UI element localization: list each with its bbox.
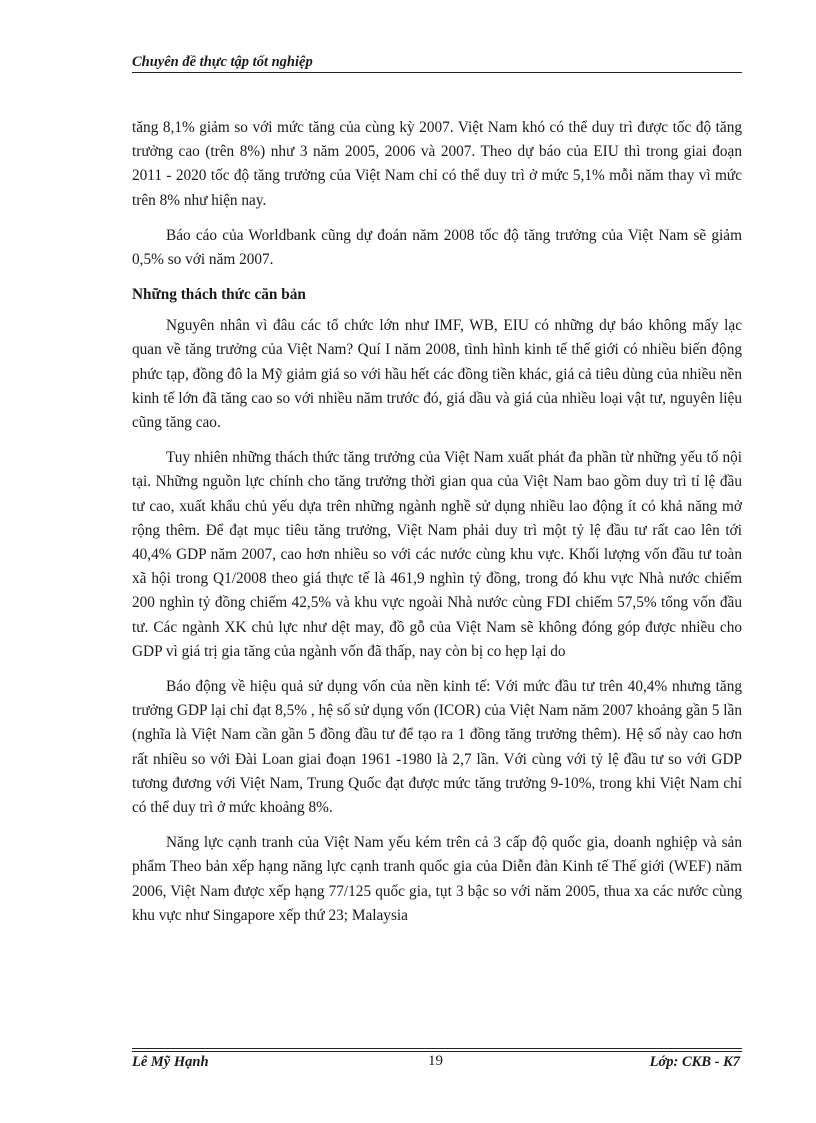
footer-rule xyxy=(132,1048,742,1049)
footer-rule-double xyxy=(132,1051,742,1052)
header-title: Chuyên đề thực tập tốt nghiệp xyxy=(132,54,313,70)
page-footer xyxy=(132,1048,742,1074)
page-header xyxy=(132,52,742,72)
paragraph: tăng 8,1% giảm so với mức tăng của cùng kỳ 2007. Việt Nam khó có thể duy trì được tốc độ tăng trưởng cao (trên 8%) như 3 năm 2005, 2006 và 2007. Theo dự báo của EIU thì trong giai đoạn 2011 - 2020 tốc độ tăng trưởng của Việt Nam chỉ có thể duy trì ở mức 5,1% mỗi năm thay vì mức trên 8% như hiện nay. xyxy=(132,119,742,209)
paragraph: Năng lực cạnh tranh của Việt Nam yếu kém trên cả 3 cấp độ quốc gia, doanh nghiệp và sản phẩm Theo bản xếp hạng năng lực cạnh tranh quốc gia của Diễn đàn Kinh tế Thế giới (WEF) năm 2006, Việt Nam được xếp hạng 77/125 quốc gia, tụt 3 bậc so với năm 2005, thua xa các nước cùng khu vực như Singapore xếp thứ 23; Malaysia xyxy=(132,834,742,924)
paragraph: Nguyên nhân vì đâu các tổ chức lớn như IMF, WB, EIU có những dự báo không mấy lạc quan về tăng trưởng của Việt Nam? Quí I năm 2008, tình hình kinh tế thế giới có nhiều biến động phức tạp, đồng đô la Mỹ giảm giá so với hầu hết các đồng tiền khác, giá cả tiêu dùng của nhiều nền kinh tế lớn đã tăng cao so với nhiều năm trước đó, giá dầu và giá của nhiều loại vật tư, nguyên liệu cũng tăng cao. xyxy=(132,317,742,432)
paragraph: Tuy nhiên những thách thức tăng trưởng của Việt Nam xuất phát đa phần từ những yếu tố nội tại. Những nguồn lực chính cho tăng trưởng thời gian qua của Việt Nam bao gồm duy trì tỉ lệ đầu tư cao, xuất khẩu chủ yếu dựa trên những ngành nghề sử dụng nhiều lao động ít có khả năng mở rộng thêm. Để đạt mục tiêu tăng trưởng, Việt Nam phải duy trì một tỷ lệ đầu tư rất cao lên tới 40,4% GDP năm 2007, cao hơn nhiều so với các nước cùng khu vực. Khối lượng vốn đầu tư toàn xã hội trong Q1/2008 theo giá thực tế là 461,9 nghìn tỷ đồng, trong đó khu vực Nhà nước chiếm 200 nghìn tỷ đồng chiếm 42,5% và khu vực ngoài Nhà nước cùng FDI chiếm 57,5% tổng vốn đầu tư. Các ngành XK chủ lực như dệt may, đồ gỗ của Việt Nam sẽ không đóng góp được nhiều cho GDP vì giá trị gia tăng của ngành vốn đã thấp, nay còn bị co hẹp lại do xyxy=(132,449,742,660)
page-number: 19 xyxy=(428,1053,443,1069)
section-heading: Những thách thức căn bản xyxy=(132,286,306,304)
footer-class-label: Lớp: CKB - K7 xyxy=(649,1054,740,1070)
footer-author: Lê Mỹ Hạnh xyxy=(132,1054,209,1070)
paragraph: Báo cáo của Worldbank cũng dự đoán năm 2008 tốc độ tăng trưởng của Việt Nam sẽ giảm 0,5% so với năm 2007. xyxy=(132,226,742,269)
page-body xyxy=(132,116,742,939)
paragraph: Báo động về hiệu quả sử dụng vốn của nền kinh tế: Với mức đầu tư trên 40,4% nhưng tăng trưởng GDP lại chỉ đạt 8,5% , hệ số sử dụng vốn (ICOR) của Việt Nam năm 2007 khoảng gần 5 lần (nghĩa là Việt Nam cần gần 5 đồng đầu tư để tạo ra 1 đồng tăng trưởng thêm). Hệ số này cao hơn rất nhiều so với Đài Loan giai đoạn 1961 -1980 là 2,7 lần. Với cùng với tỷ lệ đầu tư so với GDP tương đương với Việt Nam, Trung Quốc đạt được mức tăng trưởng 9-10%, trong khi Việt Nam chỉ có thể duy trì ở mức khoảng 8%. xyxy=(132,678,742,817)
header-rule xyxy=(132,72,742,73)
